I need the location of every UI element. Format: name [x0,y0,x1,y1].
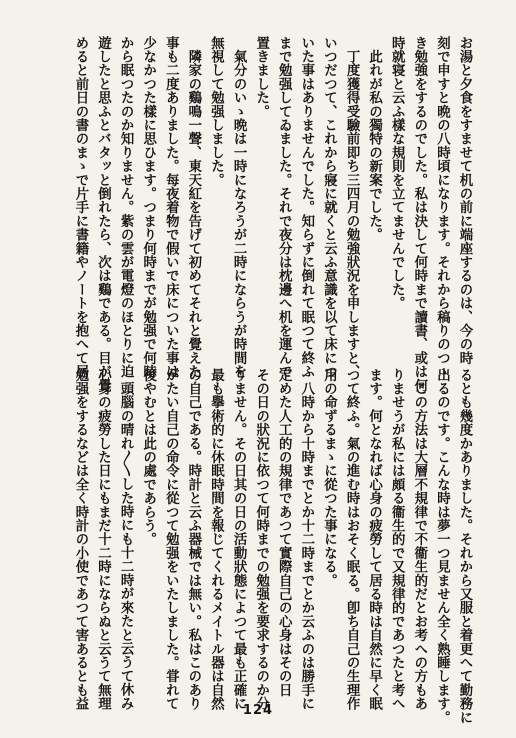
page-number: 124 [242,703,274,718]
upper-text-block: お湯と夕食をすませて机の前に端座するのは、今の時 刻で申すと晩の八時頃になります。それから稿りのつゝ き勉強をするのでした。私は決して何時まで讀書、或は何 時就寝と云ふ樣な規則を立てませんでした。 此れが私の獨特の新案でした。 丁度獲得受驗前即ち三四月の勉強狀況を申しますと、 いつだつて、これから寢に就くと云ふ意識を以て床につ いた事はありませんでした。知らずに倒れて眠つて終ふ まで勉强してゐました。それで夜分は枕邊へ机を運んで 置きました。 氣分のいゝ晩は一時になろうが二時にならうが時間を 無視して勉强しました。 隣家の鷄鳴一聲、東天紅を告げて初めてそれと覺えた 事も二度ありました。每夜着物で假いで床についた事は 少なかつた樣に思ひます。つまり何時までが勉强で何時 から眠つたのか知りません。紫の雲が電燈のほとりに迫 遊したと思ふとバタッと倒れたら、次は鷄である。目が覺 めると前日の書のまゝで片手に書籍やノートを抱へて居 [72,36,473,393]
lower-text-block: るとも幾度かありました。それから又服と着更へて勤務に 出るのです。こんな時は夢一つ見ません全く熟睡します。 この方法は大層不規律で不衞生的だとお考への方もあ りませうが私には頗る衞生的で又規律的であつたと考へ ます。何となれば心身の疲勞して居る時は自然に早く眠 つて終ふ。氣の進む時はおそく眠る。卽ち自己の生理作 用の命ずるまゝに從つた事になる。 八時から十時までとか十二時までとか云ふのは勝手に 定めた人工的の規律であつて實際自己の心身はその日 その日の狀況に依つて何時までの勉强を要求するのか分 りません。その日其の日の活動狀態によつて最も正確に 最も擧術的に休眠時間を報じてくれるメイトル器は自然 の自己である。時計と云ふ器械では無い。私はこのあり がたい自己の命令に從つて勉强をいたしました。甞れて 後やむとは此の處であらう。 頭腦の晴れ〳〵した時にも十二時が來たと云うて休み 心身の疲勞した日にもまだ十二時にならぬと云うて無理 勉强をするなどは全く時計の小使であつて害あるとも益 [72,368,473,725]
